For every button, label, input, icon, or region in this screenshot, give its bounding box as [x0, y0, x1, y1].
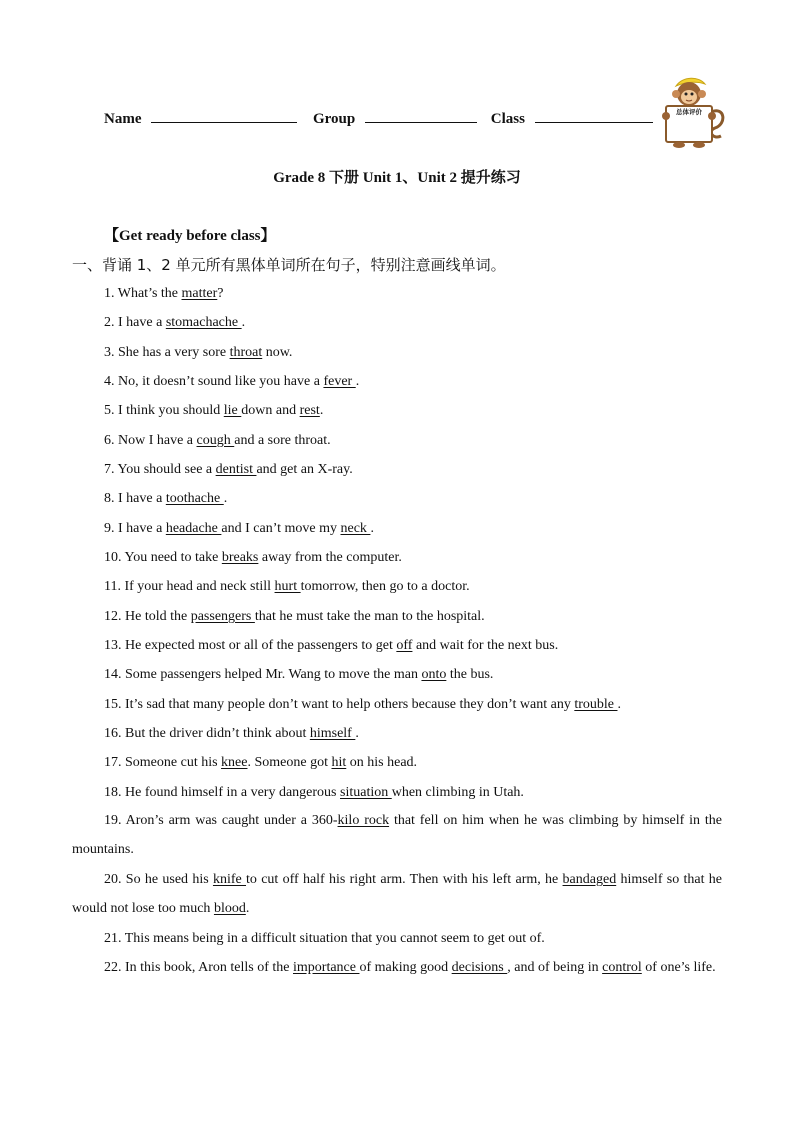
sentence-item — [104, 754, 417, 772]
underlined-word: hit — [331, 755, 347, 770]
sentence-text: and a sore throat. — [234, 433, 331, 448]
sentence-item — [104, 432, 331, 450]
sentence-text: 2. I have a — [104, 315, 166, 330]
underlined-word: rest — [299, 403, 320, 418]
underlined-word: blood — [213, 901, 246, 916]
sentence-item — [104, 461, 353, 479]
sentence-item — [104, 344, 292, 362]
underlined-word: toothache — [165, 491, 224, 506]
sentence-text: . — [319, 403, 324, 418]
underlined-word: fever — [323, 374, 356, 389]
underlined-word: headache — [165, 521, 222, 536]
sentence-text: tomorrow, then go to a doctor. — [300, 579, 470, 594]
sentence-item — [72, 953, 722, 982]
underlined-word: onto — [421, 667, 447, 682]
sentence-text: 18. He found himself in a very dangerous — [104, 785, 340, 800]
sentence-item — [104, 608, 485, 626]
underlined-word: trouble — [574, 697, 618, 712]
sentence-text: , and of being in — [507, 960, 603, 975]
section-instruction: 一、背诵 1、2 单元所有黑体单词所在句子，特别注意画线单词。 — [72, 256, 506, 274]
sentence-item — [104, 666, 493, 684]
sentence-text: 7. You should see a — [104, 462, 216, 477]
sentence-text: 9. I have a — [104, 521, 166, 536]
sentence-text: himself so that he would not lose too much — [72, 872, 723, 916]
underlined-word: importance — [293, 960, 360, 975]
underlined-word: lie — [223, 403, 242, 418]
sentence-item — [104, 637, 558, 655]
underlined-word: throat — [229, 345, 263, 360]
sentence-item — [104, 784, 524, 802]
class-label: Class — [490, 111, 525, 127]
underlined-word: breaks — [221, 550, 259, 565]
underlined-word: knee — [221, 755, 248, 770]
section-heading: 【Get ready before class】 — [104, 228, 276, 244]
sentence-item — [104, 696, 621, 714]
sentence-item — [104, 578, 470, 596]
underlined-word: kilo rock — [337, 813, 390, 828]
sentence-item — [104, 490, 227, 508]
sentence-text: 5. I think you should — [104, 403, 224, 418]
underlined-word: control — [602, 960, 642, 975]
sentence-text: . — [617, 697, 621, 712]
sentence-text: 8. I have a — [104, 491, 166, 506]
underlined-word: himself — [309, 726, 356, 741]
underlined-word: situation — [340, 785, 392, 800]
sentence-text: down and — [241, 403, 300, 418]
sentence-text: 14. Some passengers helped Mr. Wang to move the man — [104, 667, 422, 682]
sentence-text: . — [355, 374, 360, 389]
sentence-text: that fell on him when he was climbing by himself in the mountains. — [72, 813, 723, 857]
group-label: Group — [313, 111, 356, 127]
name-label: Name — [104, 111, 142, 127]
sentence-text: 19. Aron’s arm was caught under a 360- — [104, 813, 338, 828]
sentence-text: now. — [262, 345, 293, 360]
sentence-text: when climbing in Utah. — [391, 785, 524, 800]
sentence-text: 3. She has a very sore — [104, 345, 230, 360]
sentence-text: 10. You need to take — [104, 550, 222, 565]
sentence-text: away from the computer. — [258, 550, 402, 565]
name-blank[interactable] — [151, 108, 297, 123]
sentence-item — [104, 549, 402, 567]
sentence-text: 13. He expected most or all of the passengers to get — [104, 638, 397, 653]
underlined-word: knife — [212, 872, 247, 887]
sentence-text: and I can’t move my — [221, 521, 341, 536]
sentence-text: 4. No, it doesn’t sound like you have a — [104, 374, 324, 389]
underlined-word: hurt — [274, 579, 301, 594]
sentence-text: 15. It’s sad that many people don’t want to help others because they don’t want any — [104, 697, 575, 712]
sentence-text: and get an X-ray. — [256, 462, 353, 477]
sentence-text: on his head. — [346, 755, 418, 770]
sentence-text: 20. So he used his — [104, 872, 213, 887]
sentence-text: the bus. — [446, 667, 494, 682]
sentence-item — [104, 725, 359, 743]
underlined-word: dentist — [215, 462, 257, 477]
underlined-word: neck — [340, 521, 371, 536]
sentence-text: . — [245, 901, 250, 916]
sentence-text: ? — [217, 286, 224, 301]
sentence-text: . Someone got — [247, 755, 332, 770]
student-info-row — [104, 108, 653, 128]
sentence-text: . — [370, 521, 374, 536]
sentence-item — [104, 402, 323, 420]
worksheet-title: Grade 8 下册 Unit 1、Unit 2 提升练习 — [273, 170, 521, 186]
sentence-text: 12. He told the — [104, 609, 191, 624]
class-blank[interactable] — [535, 108, 653, 123]
underlined-word: bandaged — [562, 872, 617, 887]
sentence-text: to cut off half his right arm. Then with his left arm, he — [246, 872, 563, 887]
sentence-item — [72, 806, 722, 864]
sentence-text: that he must take the man to the hospital. — [254, 609, 485, 624]
sentence-text: and wait for the next bus. — [412, 638, 559, 653]
sentence-text: 22. In this book, Aron tells of the — [104, 960, 293, 975]
sentence-item — [104, 373, 359, 391]
underlined-word: decisions — [451, 960, 508, 975]
sentence-text: of making good — [359, 960, 452, 975]
sentence-text: . — [355, 726, 359, 741]
sentence-text: 21. This means being in a difficult situation that you cannot seem to get out of. — [104, 931, 545, 946]
sentence-item — [104, 314, 245, 332]
underlined-word: matter — [181, 286, 218, 301]
underlined-word: off — [396, 638, 413, 653]
underlined-word: cough — [196, 433, 235, 448]
sentence-item — [104, 285, 224, 303]
sentence-text: 11. If your head and neck still — [104, 579, 275, 594]
sentence-item — [104, 520, 374, 538]
logo-badge-text: 总体评价 — [676, 108, 702, 116]
sentence-text: 17. Someone cut his — [104, 755, 222, 770]
underlined-word: stomachache — [165, 315, 242, 330]
sentence-text: . — [223, 491, 228, 506]
sentence-text: 1. What’s the — [104, 286, 182, 301]
sentence-item — [104, 930, 545, 948]
sentence-text: 6. Now I have a — [104, 433, 197, 448]
monkey-evaluation-logo — [649, 72, 729, 152]
sentence-item — [72, 865, 722, 923]
group-blank[interactable] — [365, 108, 477, 123]
sentence-text: 16. But the driver didn’t think about — [104, 726, 310, 741]
sentence-text: of one’s life. — [641, 960, 716, 975]
sentence-text: . — [241, 315, 246, 330]
underlined-word: passengers — [190, 609, 255, 624]
